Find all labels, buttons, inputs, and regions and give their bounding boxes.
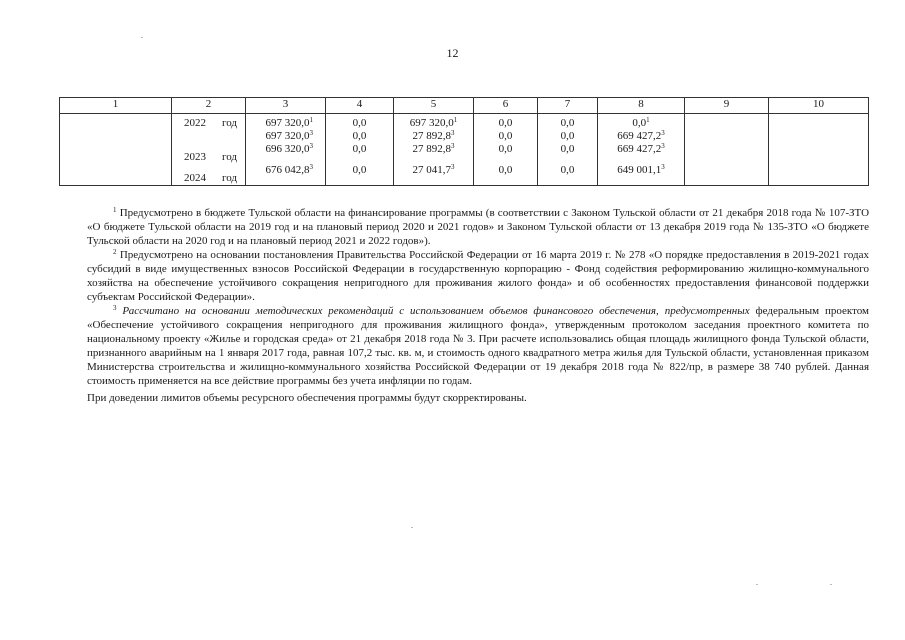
column-header-7: 7 <box>538 98 598 114</box>
year-line <box>172 117 245 130</box>
cell-value: 669 427,2 <box>617 130 662 142</box>
page-number: 12 <box>446 46 459 60</box>
footnote-ref: 3 <box>661 142 665 150</box>
cell-col-8 <box>598 114 685 186</box>
cell-value: 0,0 <box>498 117 513 129</box>
footnote-lead: Рассчитано на основании методических рекомендаций с использованием объемов финансового обеспечения, предусмотренных <box>122 305 750 317</box>
footnote-marker: 2 <box>113 248 117 256</box>
scan-speck <box>756 584 758 585</box>
cell-value: 697 320,0 <box>265 117 310 129</box>
cell-value: 669 427,2 <box>617 143 662 155</box>
cell-col-5 <box>394 114 474 186</box>
cell-col-1 <box>60 114 172 186</box>
column-header-9: 9 <box>685 98 769 114</box>
column-header-4: 4 <box>326 98 394 114</box>
cell-col-9 <box>685 114 769 186</box>
cell-value: 0,0 <box>498 130 513 142</box>
cell-value: 697 320,0 <box>409 117 454 129</box>
cell-col-3 <box>246 114 326 186</box>
cell-value: 27 892,8 <box>412 143 451 155</box>
cell-value: 0,0 <box>498 143 513 155</box>
table-row <box>60 114 869 186</box>
cell-value: 0,0 <box>498 164 513 176</box>
column-header-6: 6 <box>474 98 538 114</box>
cell-years <box>172 114 246 186</box>
year-suffix: год <box>221 172 237 184</box>
year-suffix: год <box>221 151 237 163</box>
year-value: 2024 <box>184 172 206 184</box>
scan-speck <box>141 37 143 38</box>
footnote-ref: 3 <box>451 129 455 137</box>
year-suffix: год <box>221 117 237 129</box>
footnote-marker: 3 <box>113 304 117 312</box>
column-header-10: 10 <box>769 98 869 114</box>
column-header-1: 1 <box>60 98 172 114</box>
cell-value: 649 001,1 <box>617 164 662 176</box>
year-value: 2023 <box>184 151 206 163</box>
cell-value: 0,0 <box>560 164 575 176</box>
footnote-1 <box>87 206 869 248</box>
cell-value: 696 320,0 <box>265 143 310 155</box>
footnote-text: Предусмотрено в бюджете Тульской области на финансирование программы (в соответствии с Законом Тульской области от 21 декабря 2018 года № 107-ЗТО «О бюджете Тульской области на 2019 год и на плановый период 2020 и 2021 годов» и Законом Тульской области от 13 декабря 2019 года № 135-ЗТО «О бюджете Тульской области на 2020 год и на плановый период 2021 и 2022 годов»). <box>87 207 870 247</box>
cell-value: 0,0 <box>352 130 367 142</box>
year-line <box>172 172 245 185</box>
table-header-row <box>60 98 869 114</box>
footnote-text: Предусмотрено на основании постановления Правительства Российской Федерации от 16 марта 2019 г. № 278 «О порядке предоставления в 2019-2021 годах субсидий в виде имущественных взносов Российской Федерации в государственную корпорацию - Фонд содействия реформированию жилищно-коммунального хозяйства на обеспечение устойчивого сокращения непригодного для проживания жилого фонда» и об особенностях предоставления финансовой поддержки субъектам Российской Федерации». <box>87 249 869 303</box>
footnote-ref: 1 <box>646 116 650 124</box>
cell-value: 0,0 <box>560 117 575 129</box>
footnote-ref: 3 <box>451 163 455 171</box>
cell-col-6 <box>474 114 538 186</box>
cell-value: 0,0 <box>560 130 575 142</box>
footnotes <box>87 206 869 405</box>
closing-note: При доведении лимитов объемы ресурсного обеспечения программы будут скорректированы. <box>87 392 527 404</box>
footnote-ref: 1 <box>453 116 458 124</box>
year-line <box>172 151 245 164</box>
cell-value: 697 320,0 <box>265 130 310 142</box>
footnote-ref: 3 <box>309 129 313 137</box>
footnote-ref: 3 <box>661 163 665 171</box>
cell-value: 0,0 <box>632 117 647 129</box>
cell-value: 0,0 <box>352 143 367 155</box>
footnote-ref: 1 <box>309 116 313 124</box>
cell-col-7 <box>538 114 598 186</box>
column-header-2: 2 <box>172 98 246 114</box>
cell-value: 676 042,8 <box>265 164 310 176</box>
column-header-8: 8 <box>598 98 685 114</box>
column-header-3: 3 <box>246 98 326 114</box>
cell-col-4 <box>326 114 394 186</box>
footnote-ref: 3 <box>309 142 313 150</box>
footnote-marker: 1 <box>113 206 117 214</box>
cell-value: 27 892,8 <box>412 130 451 142</box>
footnote-ref: 3 <box>309 163 313 171</box>
year-value: 2022 <box>184 117 206 129</box>
cell-value: 0,0 <box>560 143 575 155</box>
footnote-3 <box>87 304 869 388</box>
cell-value: 0,0 <box>352 117 367 129</box>
column-header-5: 5 <box>394 98 474 114</box>
footnote-ref: 3 <box>661 129 665 137</box>
footnote-text: федеральным проектом «Обеспечение устойчивого сокращения непригодного для проживания жилищного фонда», утвержденным протоколом заседания проектного комитета по национальному проекту «Жилье и городская среда» от 21 декабря 2018 года № 3. При расчете использовались общая площадь жилищного фонда Тульской области, признанного аварийным на 1 января 2017 года, равная 107,2 тыс. кв. м, и стоимость одного квадратного метра жилья для Тульской области, установленная приказом Министерства строительства и жилищно-коммунального хозяйства Российской Федерации от 19 декабря 2018 года № 822/пр, в размере 38 740 рублей. Данная стоимость применяется на все действие программы без учета инфляции по годам. <box>87 305 870 387</box>
footnote-2 <box>59 248 869 304</box>
cell-value: 0,0 <box>352 164 367 176</box>
footnote-ref: 3 <box>451 142 455 150</box>
cell-col-10 <box>769 114 869 186</box>
cell-value: 27 041,7 <box>412 164 451 176</box>
financing-table <box>59 97 869 186</box>
scan-speck <box>830 584 832 585</box>
scan-speck <box>411 527 413 528</box>
